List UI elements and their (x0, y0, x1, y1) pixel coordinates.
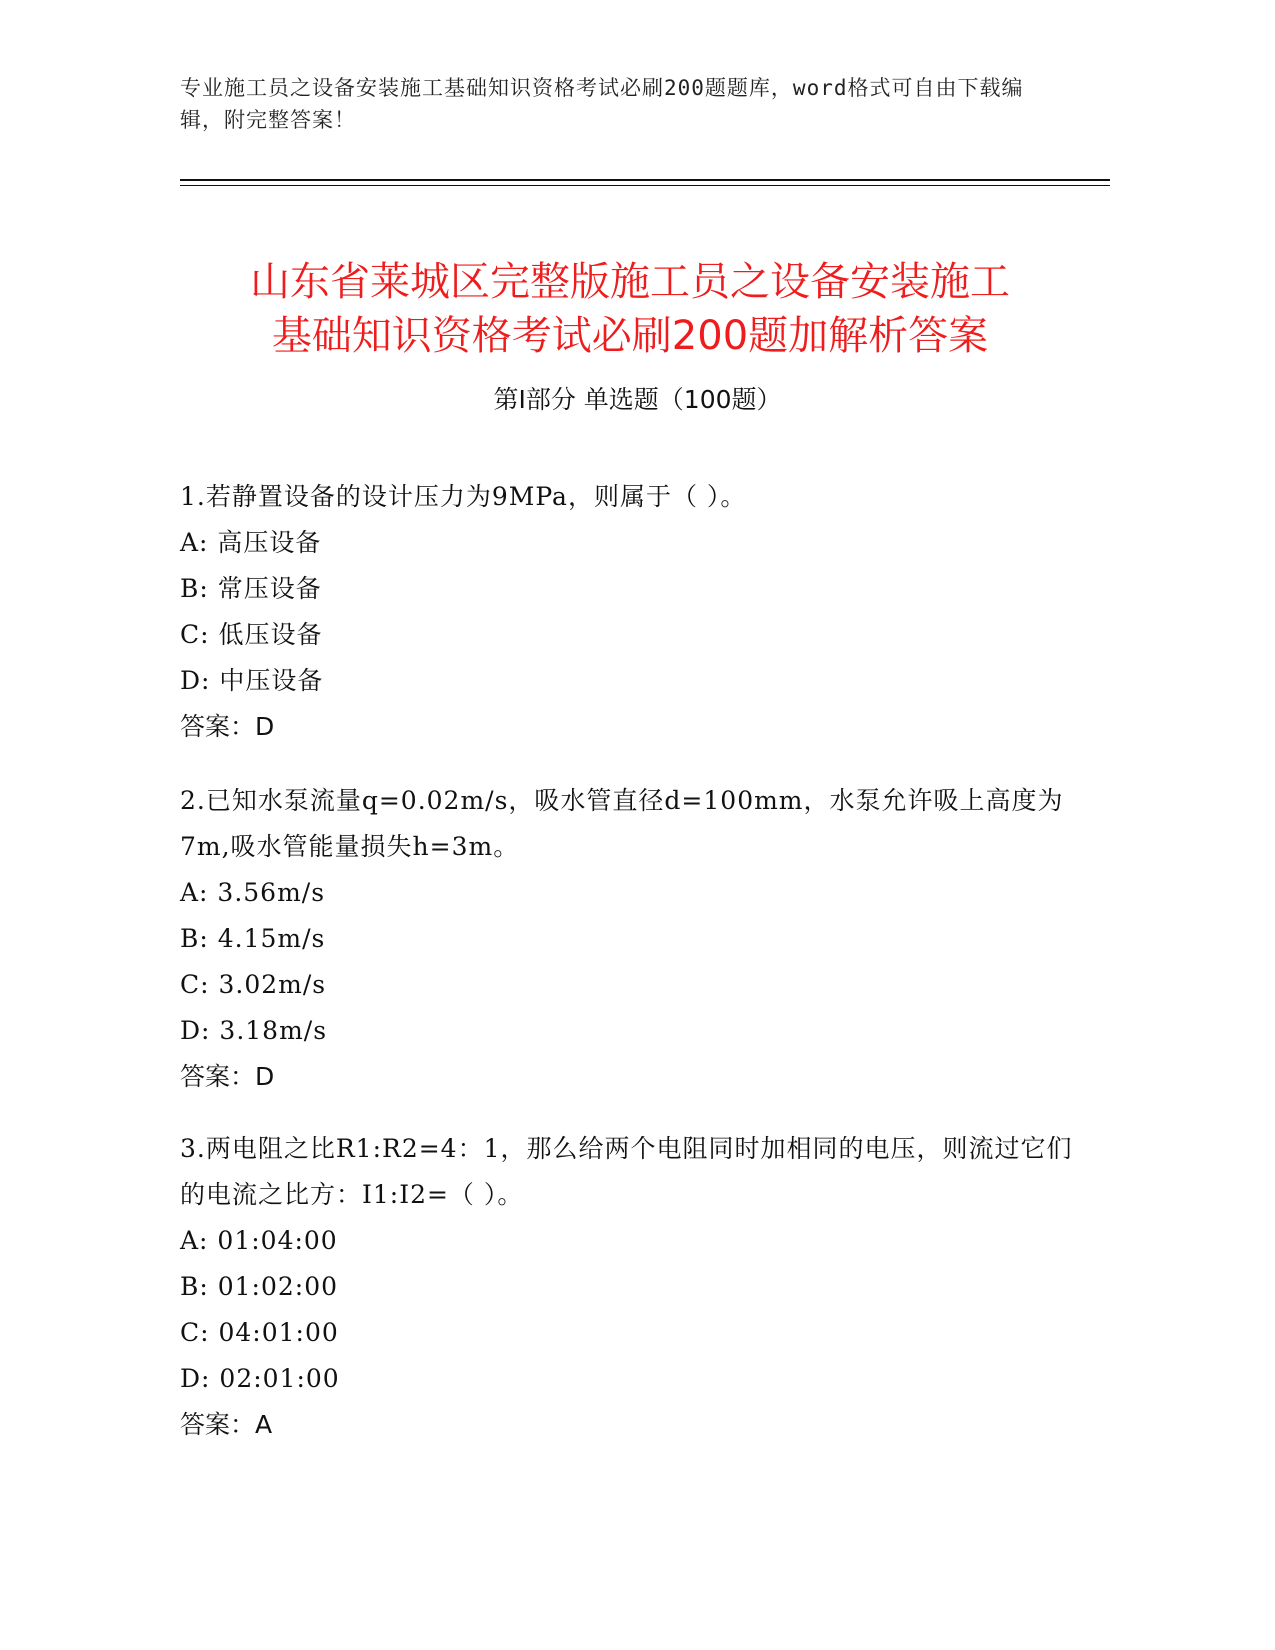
header-rule-thick (180, 179, 1110, 181)
document-title-line-1: 山东省莱城区完整版施工员之设备安装施工 (250, 258, 1010, 305)
option-a: A: 01:04:00 (180, 1226, 338, 1255)
option-b: B: 常压设备 (180, 574, 322, 603)
question-1 (180, 474, 1080, 750)
question-stem: 1.若静置设备的设计压力为9MPa，则属于（ ）。 (180, 482, 747, 511)
question-stem: 2.已知水泵流量q=0.02m/s，吸水管直径d=100mm，水泵允许吸上高度为7m,吸水管能量损失h=3m。 (180, 786, 1064, 861)
option-c: C: 3.02m/s (180, 970, 327, 999)
question-3 (180, 1126, 1080, 1448)
option-a: A: 高压设备 (180, 528, 322, 557)
option-c: C: 低压设备 (180, 620, 323, 649)
document-title-line-2: 基础知识资格考试必刷200题加解析答案 (271, 312, 989, 359)
option-d: D: 02:01:00 (180, 1364, 340, 1393)
question-stem: 3.两电阻之比R1:R2=4：1，那么给两个电阻同时加相同的电压，则流过它们的电流之比方：I1:I2=（ ）。 (180, 1134, 1073, 1209)
header-rule-thin (180, 185, 1110, 186)
option-d: D: 中压设备 (180, 666, 324, 695)
header-note: 专业施工员之设备安装施工基础知识资格考试必刷200题题库，word格式可自由下载编辑，附完整答案！ (180, 76, 1024, 132)
option-d: D: 3.18m/s (180, 1016, 328, 1045)
option-b: B: 01:02:00 (180, 1272, 339, 1301)
answer: 答案：D (180, 712, 275, 741)
question-2 (180, 778, 1080, 1100)
section-title: 第Ⅰ部分 单选题（100题） (493, 385, 782, 414)
option-c: C: 04:01:00 (180, 1318, 339, 1347)
option-a: A: 3.56m/s (180, 878, 326, 907)
option-b: B: 4.15m/s (180, 924, 326, 953)
answer: 答案：A (180, 1410, 273, 1439)
document-title (170, 255, 1090, 363)
answer: 答案：D (180, 1062, 275, 1091)
